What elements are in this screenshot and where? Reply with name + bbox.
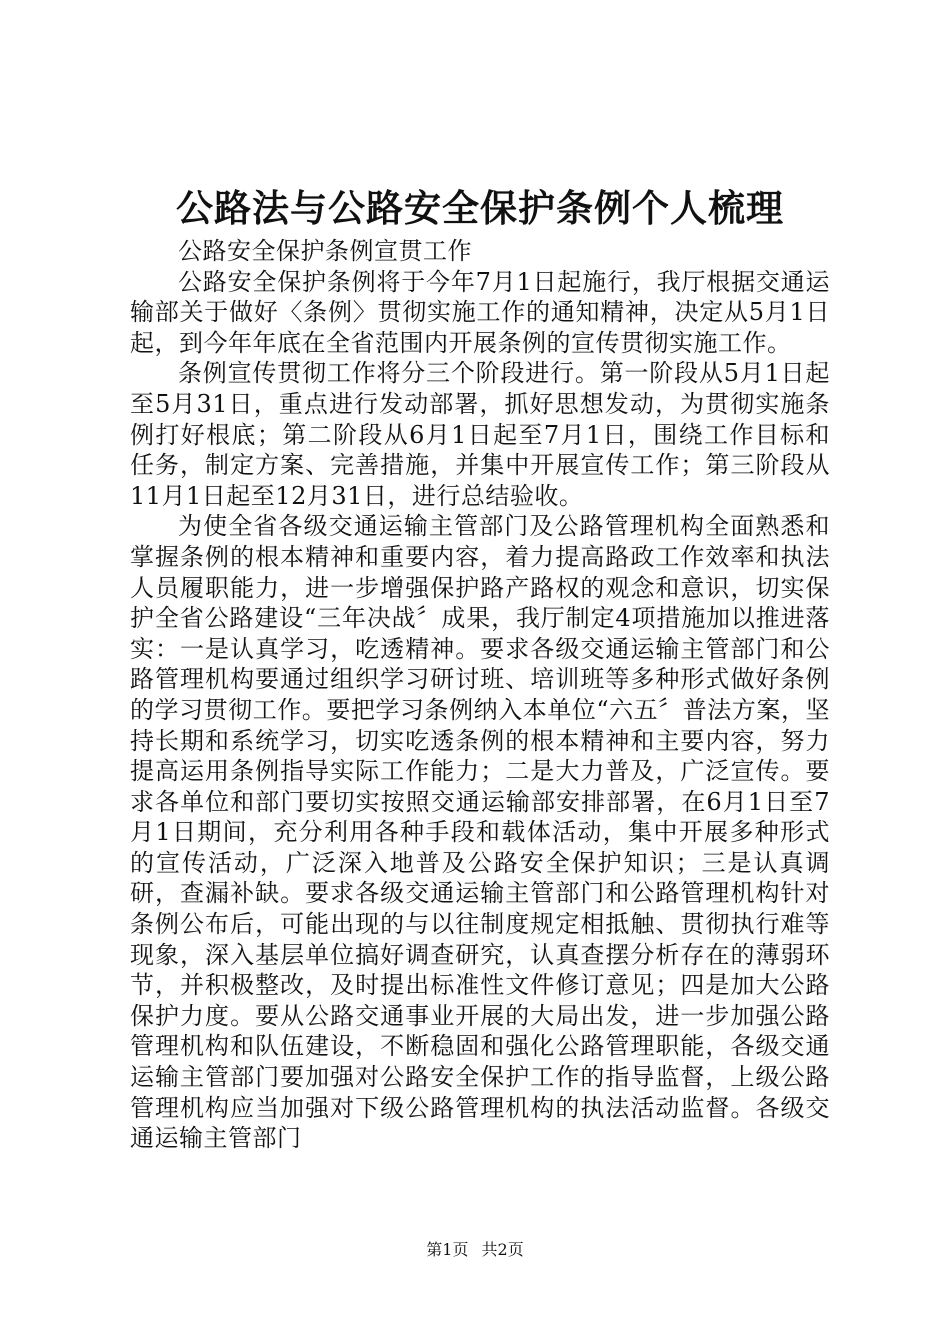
paragraph-subtitle: 公路安全保护条例宣贯工作 (178, 237, 472, 265)
paragraph-stages: 条例宣传贯彻工作将分三个阶段进行。第一阶段从5月1日起至5月31日，重点进行发动部署，抓好思想发动，为贯彻实施条例打好根底；第二阶段从6月1日起至7月1日，围绕工作目标和任务，制定方案、完善措施，并集中开展宣传工作；第三阶段从11月1日起至12月31日，进行总结验收。 (130, 359, 830, 510)
page-footer (0, 1240, 950, 1260)
page-number: 第1页 (426, 1240, 469, 1259)
paragraph-measures: 为使全省各级交通运输主管部门及公路管理机构全面熟悉和掌握条例的根本精神和重要内容，着力提高路政工作效率和执法人员履职能力，进一步增强保护路产路权的观念和意识，切实保护全省公路建设“三年决战〞成果，我厅制定4项措施加以推进落实：一是认真学习，吃透精神。要求各级交通运输主管部门和公路管理机构要通过组织学习研讨班、培训班等多种形式做好条例的学习贯彻工作。要把学习条例纳入本单位“六五〞普法方案，坚持长期和系统学习，切实吃透条例的根本精神和主要内容，努力提高运用条例指导实际工作能力；二是大力普及，广泛宣传。要求各单位和部门要切实按照交通运输部安排部署，在6月1日至7月1日期间，充分利用各种手段和载体活动，集中开展多种形式的宣传活动，广泛深入地普及公路安全保护知识；三是认真调研，查漏补缺。要求各级交通运输主管部门和公路管理机构针对条例公布后，可能出现的与以往制度规定相抵触、贯彻执行难等现象，深入基层单位搞好调查研究，认真查摆分析存在的薄弱环节，并积极整改，及时提出标准性文件修订意见；四是加大公路保护力度。要从公路交通事业开展的大局出发，进一步加强公路管理机构和队伍建设，不断稳固和强化公路管理职能，各级交通运输主管部门要加强对公路安全保护工作的指导监督，上级公路管理机构应当加强对下级公路管理机构的执法活动监督。各级交通运输主管部门 (130, 512, 830, 1153)
page-total: 共2页 (481, 1240, 524, 1259)
document-title: 公路法与公路安全保护条例个人梳理 (176, 186, 784, 230)
document-body (130, 236, 830, 1154)
paragraph-intro: 公路安全保护条例将于今年7月1日起施行，我厅根据交通运输部关于做好〈条例〉贯彻实施工作的通知精神，决定从5月1日起，到今年年底在全省范围内开展条例的宣传贯彻实施工作。 (130, 267, 830, 357)
